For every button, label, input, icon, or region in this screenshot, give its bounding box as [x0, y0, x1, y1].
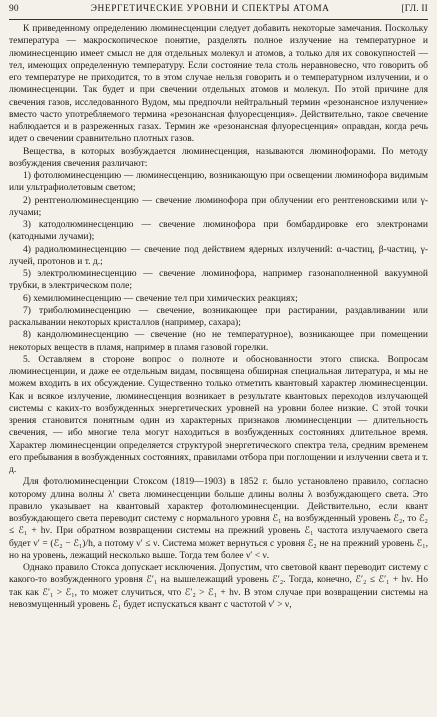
paragraph-section-5: 5. Оставляем в стороне вопрос о полноте и обоснованности этого списка. Вопросам люминесценции, и даже ее отдельным видам, посвящена обширная специальная литература, и мы не можем входить в их обсуждение. Существенно только отметить квантовый характер люминесценции. Как и всякое излучение, люминесценция возникает в результате квантовых переходов излучающей системы с каких-то возбужденных энергетических уровней на уровни более низкие. С этой точки зрения становится понятным один из характерных признаков люминесценции — длительность свечения, — ибо многие тела могут находиться в возбужденных состояниях длительное время. Характер люминесценции определяется структурой энергетического спектра тела, средним временем его пребывания в возбужденных состояниях, правилами отбора при поглощении и излучении света и т. д.	[9, 354, 428, 475]
chapter-marker: [ГЛ. II	[401, 4, 428, 14]
paragraph-remarks: К приведенному определению люминесценции следует добавить некоторые замечания. Поскольку температура — макроскопическое понятие, разделять полное излучение на температурное и люминесценцию имеет смысл не для отдельных молекул и атомов, а только для их совокупностей — тел, имеющих определенную температуру. Если состояние тела столь неравновесно, что говорить об его температуре не приходится, то в этом случае нельзя говорить и о температурном излучении, и о люминесценции. Так будет и при свечении отдельных атомов и молекул. По этой причине для свечения газов, исследованного Вудом, мы предпочли нейтральный термин «резонансное излучение» вместо часто употребляемого термина «резонансная флуоресценция». Действительно, такое свечение наблюдается и в разреженных газах. Термин же «резонансная флуоресценция» оправдан, когда речь идет о свечении сравнительно плотных газов.	[9, 24, 428, 145]
page-number: 90	[9, 4, 19, 14]
paragraph-stokes-rule: Для фотолюминесценции Стоксом (1819—1903) в 1852 г. было установлено правило, согласно которому длина волны λ′ света люминесценции больше длины волны λ возбуждающего света. Это правило указывает на квантовый характер фотолюминесценции. Действительно, если квант возбуждающего света переводит систему с нормального уровня ℰ₁ на возбужденный уровень ℰ₂, то ℰ₂ ≤ ℰ₁ + hν. При обратном возвращении системы на прежний уровень ℰ₁ частота излучаемого света будет ν′ = (ℰ₂ − ℰ₁)/h, а потому ν′ ≤ ν. Система может вернуться с уровня ℰ₂ не на прежний уровень ℰ₁, но на уровень, лежащий несколько выше. Тогда тем более ν′ < ν.	[9, 477, 428, 561]
list-item-electroluminescence: 5) электролюминесценцию — свечение люминофора, например газонаполненной вакуумной трубки, в электрическом поле;	[9, 269, 428, 292]
list-item-chemiluminescence: 6) хемилюминесценцию — свечение тел при химических реакциях;	[23, 293, 298, 304]
paragraph-luminophores: Вещества, в которых возбуждается люминесценция, называются люминофорами. По методу возбуждения свечения различают:	[9, 146, 428, 169]
body-text	[9, 23, 428, 611]
list-item-x-ray-luminescence: 2) рентгенолюминесценцию — свечение люминофора при облучении его рентгеновскими или γ-лучами;	[9, 195, 428, 218]
running-title: ЭНЕРГЕТИЧЕСКИЕ УРОВНИ И СПЕКТРЫ АТОМА	[90, 4, 330, 14]
paragraph-exceptions: Однако правило Стокса допускает исключения. Допустим, что световой квант переводит систему с какого-то возбужденного уровня ℰ′₁ на вышележащий уровень ℰ′₂. Тогда, конечно, ℰ′₂ ≤ ℰ′₁ + hν. Но так как ℰ′₁ > ℰ₁, то может случиться, что ℰ′₂ > ℰ₁ + hν. В этом случае при возвращении системы на невозмущенный уровень ℰ₁ будет испускаться квант с частотой ν′ > ν,	[9, 563, 428, 610]
list-item-photoluminescence: 1) фотолюминесценцию — люминесценцию, возникающую при освещении люминофора видимым или ультрафиолетовым светом;	[9, 171, 428, 194]
list-item-radioluminescence: 4) радиолюминесценцию — свечение под действием ядерных излучений: α-частиц, β-частиц, γ-лучей, протонов и т. д.;	[9, 244, 428, 267]
list-item-candoluminescence: 8) кандолюминесценцию — свечение (но не температурное), возникающее при помещении некоторых веществ в пламя, например в пламя газовой горелки.	[9, 330, 428, 353]
list-item-cathodoluminescence: 3) катодолюминесценцию — свечение люминофора при бомбардировке его электронами (катодными лучами);	[9, 220, 428, 243]
running-header	[9, 4, 428, 18]
list-item-triboluminescence: 7) триболюминесценцию — свечение, возникающее при растирании, раздавливании или раскалывании некоторых кристаллов (например, сахара);	[9, 305, 428, 328]
header-rule	[9, 19, 428, 20]
